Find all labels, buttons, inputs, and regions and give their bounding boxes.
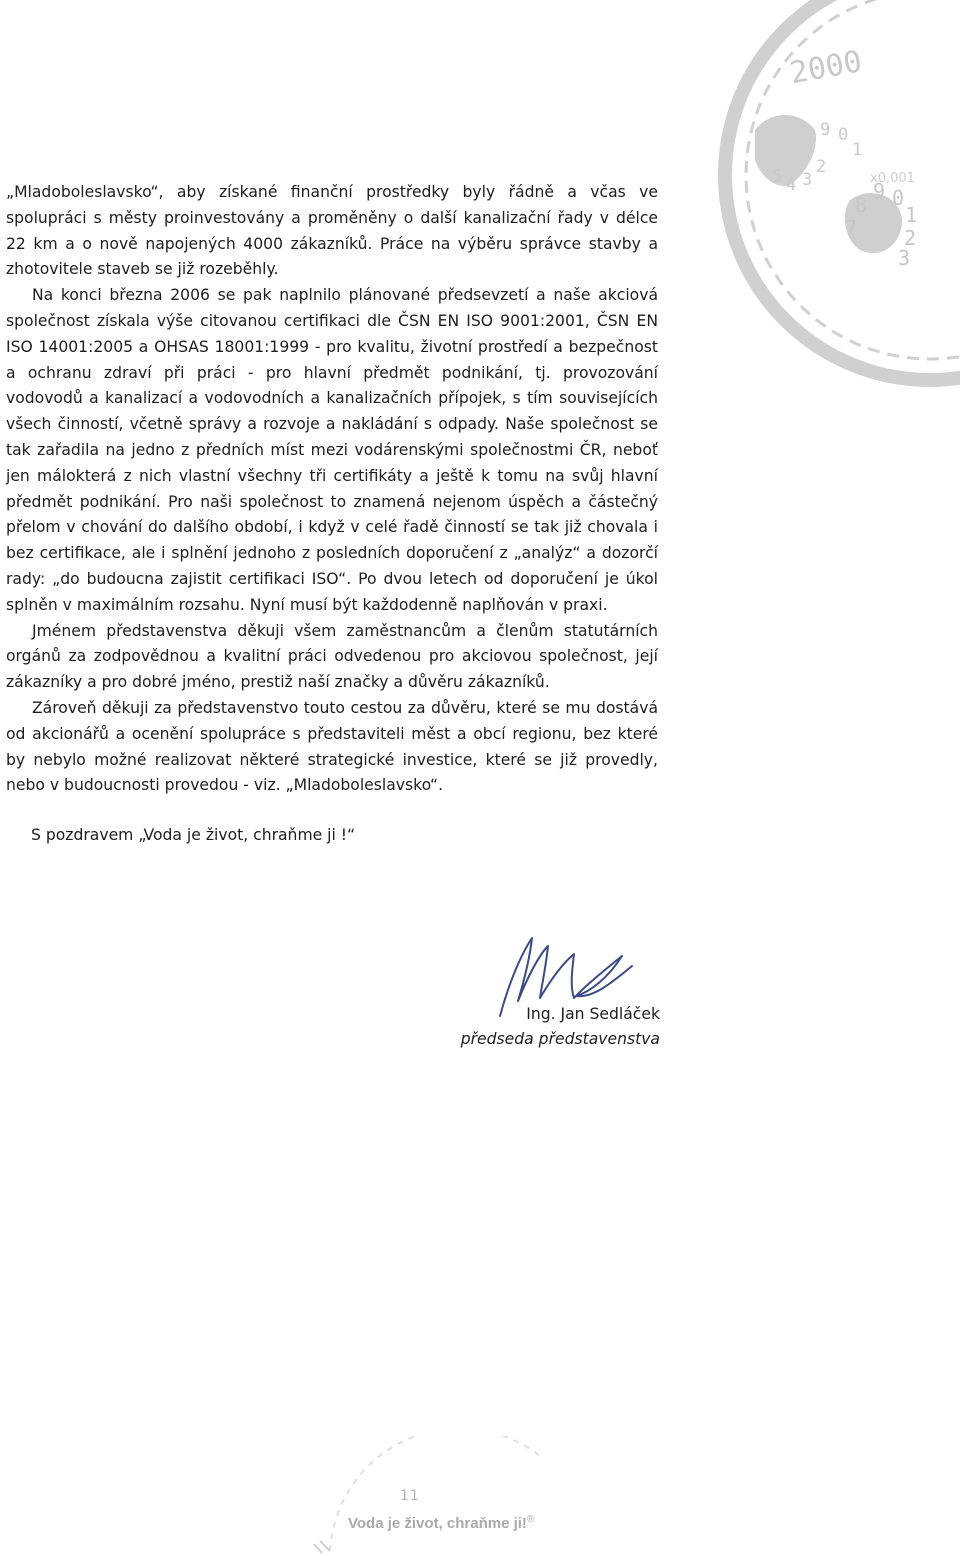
dial-b-digit: 8: [855, 193, 868, 217]
dial-b-digit: 1: [905, 203, 918, 227]
signer-block: [461, 1002, 660, 1052]
water-meter-watermark: [670, 0, 960, 390]
signer-role: předseda představenstva: [460, 1030, 660, 1048]
dial-a-digit: 9: [820, 120, 831, 140]
dial-a-digit: 4: [786, 175, 797, 195]
footer-motto: [348, 1514, 534, 1532]
signoff-greeting: S pozdravem „Voda je život, chraňme ji !“: [31, 826, 356, 844]
dial-a-digit: 1: [852, 140, 863, 160]
motto-text: Voda je život, chraňme ji!: [348, 1515, 527, 1532]
dial-b-digit: 0: [892, 186, 905, 210]
meter-reading: 2000: [787, 44, 865, 92]
page-number: 11: [400, 1488, 420, 1504]
paragraph: „Mladoboleslavsko“, aby získané finanční prostředky byly řádně a včas ve spolupráci s městy proinvestovány a proměněny o další kanalizační řady v délce 22 km a o nově napojených 4000 zákazníků. Práce na výběru správce stavby a zhotovitele staveb se již rozeběhly.: [6, 183, 658, 279]
signer-name: Ing. Jan Sedláček: [526, 1005, 660, 1023]
dial-a-digit: 5: [772, 167, 783, 187]
body-text: [6, 180, 658, 799]
paragraph: Zároveň děkuji za představenstvo touto cestou za důvěru, které se mu dostává od akcionářů a ocenění spolupráce s představiteli měst a obcí regionu, bez které by nebylo možné realizovat některé strategické investice, které se již provedly, nebo v budoucnosti provedou - viz. „Mladoboleslavsko“.: [6, 698, 658, 795]
page-footer: [300, 1436, 600, 1556]
dial-a-digit: 2: [816, 157, 827, 177]
footer-gauge-arc: [300, 1436, 600, 1556]
dial-b-digit: 7: [845, 216, 858, 240]
paragraph: Jménem představenstva děkuji všem zaměstnancům a členům statutárních orgánů za zodpovědnou a kvalitní práci odvedenou pro akciovou společnost, její zákazníky a pro dobré jméno, prestiž naší značky a důvěru zákazníků.: [6, 621, 658, 692]
dial-a-digit: 3: [802, 170, 813, 190]
dial-b-digit: 9: [873, 179, 886, 203]
dial-b-label: x0,001: [870, 171, 915, 186]
registered-mark: ®: [526, 1514, 535, 1525]
dial-b-digit: 3: [898, 246, 911, 270]
dial-b-digit: 2: [904, 226, 917, 250]
paragraph: Na konci března 2006 se pak naplnilo plánované předsevzetí a naše akciová společnost získala výše citovanou certifikaci dle ČSN EN ISO 9001:2001, ČSN EN ISO 14001:2005 a OHSAS 18001:1999 - pro kvalitu, životní prostředí a bezpečnost a ochranu zdraví při práci - pro hlavní předmět podnikání, tj. provozování vodovodů a kanalizací a vodovodních a kanalizačních přípojek, s tím souvisejících všech činností, včetně správy a rozvoje a nakládání s odpady. Naše společnost se tak zařadila na jedno z předních míst mezi vodárenskými společnostmi ČR, neboť jen málokterá z nich vlastní všechny tři certifikáty a ještě k tomu na svůj hlavní předmět podnikání. Pro naši společnost to znamená nejenom úspěch a částečný přelom v chování do dalšího období, i když v celé řadě činností se tak již chovala i bez certifikace, ale i splnění jednoho z posledních doporučení z „analýz“ a dozorčí rady: „do budoucna zajistit certifikaci ISO“. Po dvou letech od doporučení je úkol splněn v maximálním rozsahu. Nyní musí být každodenně naplňován v praxi.: [6, 286, 658, 614]
dial-a-digit: 0: [838, 125, 849, 145]
